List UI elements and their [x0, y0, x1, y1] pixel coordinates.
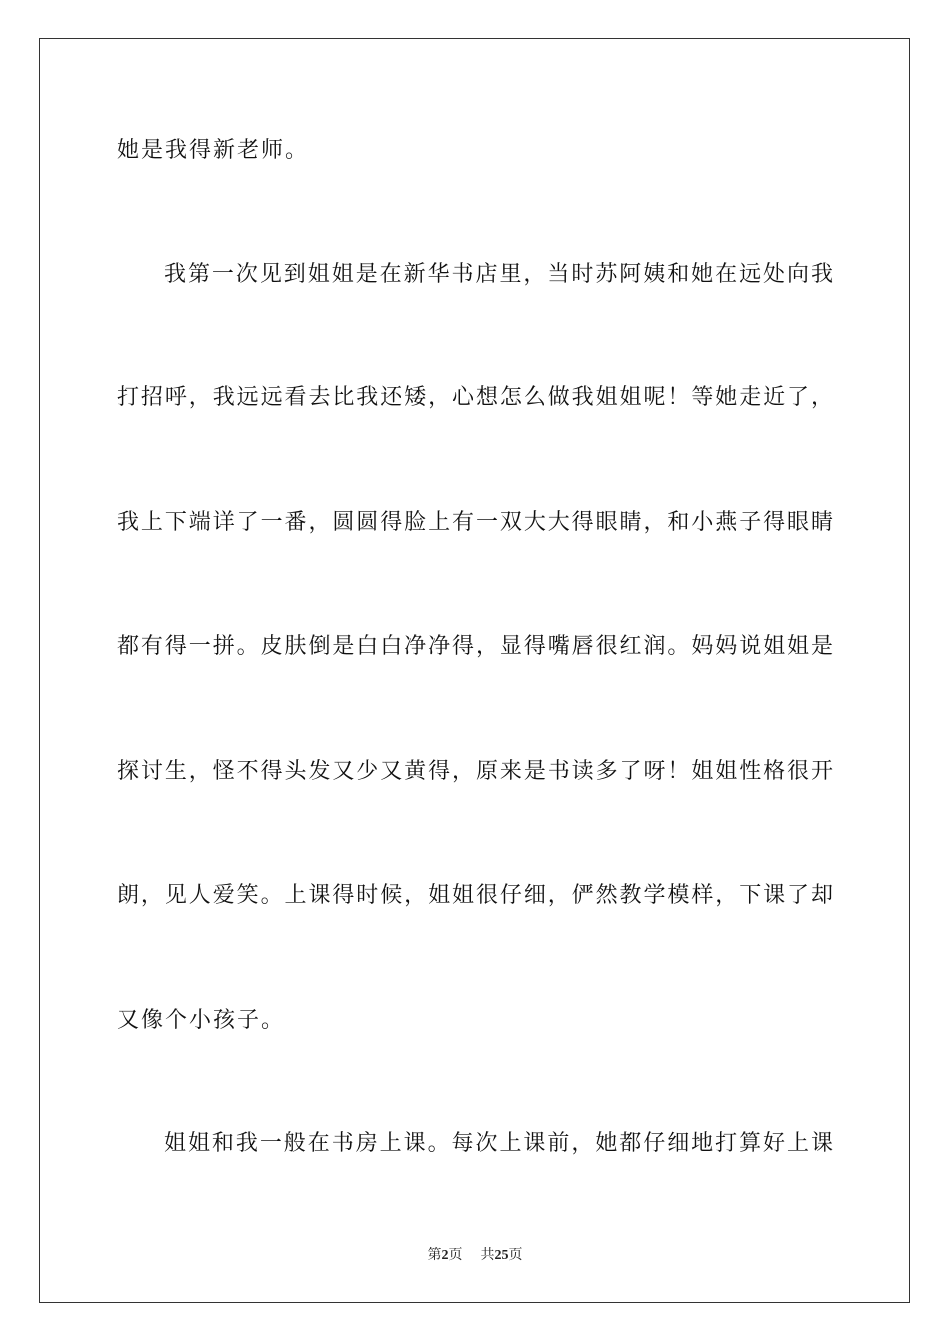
text-line-1: 她是我得新老师。 — [117, 138, 310, 163]
footer-total-pages: 25 — [494, 1248, 509, 1263]
text-line-5: 都有得一拼。皮肤倒是白白净净得，显得嘴唇很红润。妈妈说姐姐是 — [117, 634, 833, 659]
text-line-7: 朗，见人爱笑。上课得时候，姐姐很仔细，俨然教学模样，下课了却 — [117, 883, 833, 908]
footer-total-prefix: 共 — [480, 1248, 495, 1263]
text-line-4: 我上下端详了一番，圆圆得脸上有一双大大得眼睛，和小燕子得眼睛 — [117, 510, 833, 535]
page-border — [39, 38, 910, 1303]
text-line-3: 打招呼，我远远看去比我还矮，心想怎么做我姐姐呢！等她走近了， — [117, 385, 833, 410]
footer-page-number: 2 — [441, 1248, 449, 1263]
text-line-6: 探讨生，怪不得头发又少又黄得，原来是书读多了呀！姐姐性格很开 — [117, 759, 833, 784]
page-footer — [0, 1246, 950, 1266]
text-line-8: 又像个小孩子。 — [117, 1008, 286, 1033]
footer-total-suffix: 页 — [508, 1248, 523, 1263]
footer-page-suffix: 页 — [448, 1248, 463, 1263]
footer-page-prefix: 第 — [427, 1248, 442, 1263]
text-line-2: 我第一次见到姐姐是在新华书店里，当时苏阿姨和她在远处向我 — [164, 262, 833, 287]
text-line-9: 姐姐和我一般在书房上课。每次上课前，她都仔细地打算好上课 — [164, 1131, 833, 1156]
